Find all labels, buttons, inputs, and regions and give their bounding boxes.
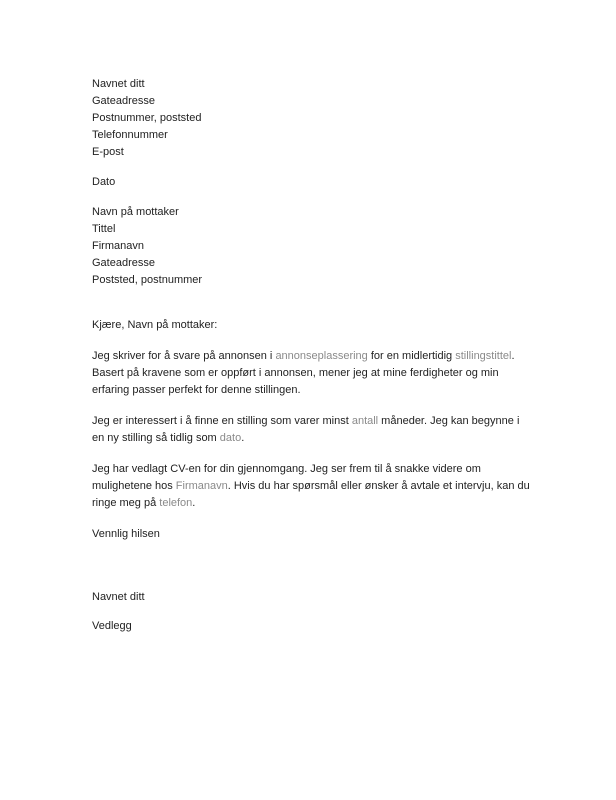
body-paragraph-2 bbox=[92, 413, 532, 447]
phone-placeholder: telefon bbox=[159, 497, 193, 509]
recipient-title: Tittel bbox=[92, 223, 116, 235]
recipient-name: Navn på mottaker bbox=[92, 206, 179, 218]
paragraph-1-text-1: Jeg skriver for å svare på annonsen i bbox=[92, 350, 276, 362]
greeting-block bbox=[92, 317, 532, 334]
paragraph-1-text-3: . Basert på kravene som er oppført i annonsen, mener jeg at mine ferdigheter og min erfaring passer perfekt for denne stillingen. bbox=[92, 350, 515, 396]
paragraph-2-text-3: . bbox=[241, 432, 245, 444]
paragraph-2-text-2: måneder. Jeg kan begynne i en ny stilling så tidlig som bbox=[92, 415, 520, 444]
closing: Vennlig hilsen bbox=[92, 528, 160, 540]
recipient-address-block bbox=[92, 204, 532, 289]
letter-date: Dato bbox=[92, 176, 116, 188]
company-name-placeholder: Firmanavn bbox=[175, 480, 228, 492]
attachments-block bbox=[92, 618, 532, 635]
attachments-label: Vedlegg bbox=[92, 620, 132, 632]
job-title-placeholder: stillingstittel bbox=[455, 350, 512, 362]
sender-address-block bbox=[92, 76, 532, 161]
recipient-postal: Poststed, postnummer bbox=[92, 274, 203, 286]
sender-postal: Postnummer, poststed bbox=[92, 112, 202, 124]
signature-name: Navnet ditt bbox=[92, 591, 145, 603]
paragraph-3-text-3: . bbox=[192, 497, 196, 509]
start-date-placeholder: dato bbox=[219, 432, 242, 444]
letter-page bbox=[92, 76, 532, 635]
recipient-company: Firmanavn bbox=[92, 240, 144, 252]
sender-street: Gateadresse bbox=[92, 95, 155, 107]
signature-block bbox=[92, 589, 532, 606]
paragraph-3-text-1: Jeg har vedlagt CV-en for din gjennomgang. Jeg ser frem til å snakke videre om mulighetene hos bbox=[92, 463, 481, 492]
recipient-street: Gateadresse bbox=[92, 257, 155, 269]
greeting: Kjære, Navn på mottaker: bbox=[92, 319, 218, 331]
count-placeholder: antall bbox=[351, 415, 379, 427]
paragraph-3-text-2: . Hvis du har spørsmål eller ønsker å avtale et intervju, kan du ringe meg på bbox=[92, 480, 530, 509]
sender-email: E-post bbox=[92, 146, 124, 158]
paragraph-2-text-1: Jeg er interessert i å finne en stilling som varer minst bbox=[92, 415, 352, 427]
letter-date-block bbox=[92, 174, 532, 191]
ad-placement-placeholder: annonseplassering bbox=[275, 350, 368, 362]
closing-block bbox=[92, 526, 532, 543]
body-paragraph-3 bbox=[92, 461, 532, 512]
paragraph-1-text-2: for en midlertidig bbox=[367, 350, 456, 362]
sender-phone: Telefonnummer bbox=[92, 129, 168, 141]
sender-name: Navnet ditt bbox=[92, 78, 145, 90]
body-paragraph-1 bbox=[92, 348, 532, 399]
